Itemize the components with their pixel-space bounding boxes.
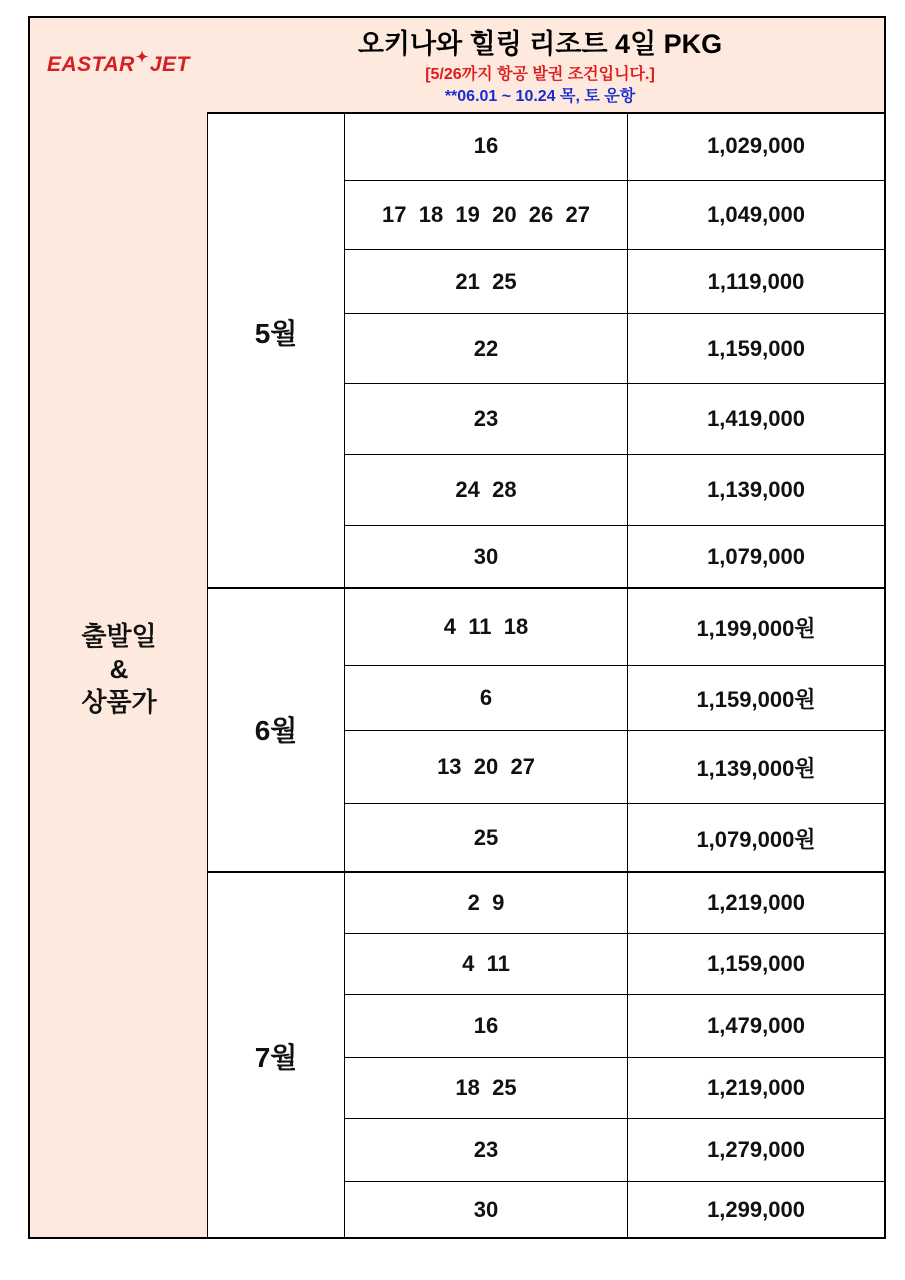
logo-text-left: EASTAR	[47, 53, 135, 76]
table-row	[345, 250, 884, 314]
table-row	[345, 934, 884, 995]
departure-dates: 22	[345, 314, 628, 383]
month-label: 6월	[254, 715, 298, 746]
ticketing-notice: [5/26까지 항공 발권 조건입니다.]	[425, 66, 655, 83]
package-title: 오키나와 힐링 리조트 4일 PKG	[357, 29, 723, 59]
table-header	[30, 18, 884, 114]
logo-text-right: JET	[149, 53, 190, 76]
table-row	[345, 1058, 884, 1119]
package-price: 1,079,000원	[696, 826, 816, 852]
table-row	[345, 804, 884, 872]
table-row	[345, 526, 884, 588]
departure-dates: 4 11	[345, 934, 628, 994]
departure-dates: 13 20 27	[345, 731, 628, 803]
package-price: 1,049,000	[707, 202, 805, 227]
departure-dates: 4 11 18	[345, 589, 628, 665]
package-price: 1,029,000	[707, 133, 805, 158]
table-row	[345, 112, 884, 181]
departure-price-label	[30, 620, 208, 719]
package-price: 1,419,000	[707, 406, 805, 431]
departure-dates: 25	[345, 804, 628, 872]
departure-dates: 21 25	[345, 250, 628, 313]
departure-dates: 23	[345, 384, 628, 454]
departure-dates: 16	[345, 112, 628, 180]
departure-dates: 30	[345, 526, 628, 588]
label-line-3: 상품가	[81, 687, 157, 717]
package-price: 1,279,000	[707, 1137, 805, 1162]
table-row	[345, 873, 884, 934]
departure-dates: 2 9	[345, 873, 628, 933]
package-price: 1,219,000	[707, 890, 805, 915]
month-cell-may	[208, 112, 345, 588]
logo-star-icon: ✦	[135, 49, 149, 66]
package-price: 1,199,000원	[696, 615, 816, 641]
table-row	[345, 455, 884, 526]
package-price: 1,219,000	[707, 1075, 805, 1100]
month-cell-june	[208, 589, 345, 872]
package-price: 1,479,000	[707, 1013, 805, 1038]
label-line-1: 출발일	[81, 621, 157, 651]
eastar-jet-logo	[47, 49, 190, 77]
table-row	[345, 384, 884, 455]
departure-dates: 18 25	[345, 1058, 628, 1118]
table-row	[345, 1182, 884, 1237]
table-row	[345, 314, 884, 384]
price-table	[28, 16, 886, 1239]
table-row	[345, 1119, 884, 1182]
package-price: 1,159,000원	[696, 686, 816, 712]
table-row	[345, 731, 884, 804]
departure-dates: 6	[345, 666, 628, 730]
table-row	[345, 995, 884, 1058]
month-label: 5월	[254, 318, 298, 349]
package-price: 1,139,000	[707, 477, 805, 502]
month-label: 7월	[254, 1042, 298, 1073]
month-cell-july	[208, 873, 345, 1237]
table-row	[345, 589, 884, 666]
package-price: 1,119,000	[707, 268, 805, 294]
table-row	[345, 181, 884, 250]
departure-dates: 16	[345, 995, 628, 1057]
left-label-column	[30, 112, 208, 1237]
departure-dates: 30	[345, 1182, 628, 1237]
departure-dates: 23	[345, 1119, 628, 1181]
departure-dates: 17 18 19 20 26 27	[345, 181, 628, 249]
table-row	[345, 666, 884, 731]
package-price: 1,079,000	[707, 544, 805, 569]
schedule-notice: **06.01 ~ 10.24 목, 토 운항	[444, 88, 636, 105]
package-price: 1,299,000	[707, 1196, 805, 1222]
package-price: 1,139,000원	[696, 755, 816, 781]
package-price: 1,159,000	[707, 951, 805, 976]
label-line-2: &	[109, 654, 129, 684]
departure-dates: 24 28	[345, 455, 628, 525]
package-price: 1,159,000	[707, 335, 805, 361]
